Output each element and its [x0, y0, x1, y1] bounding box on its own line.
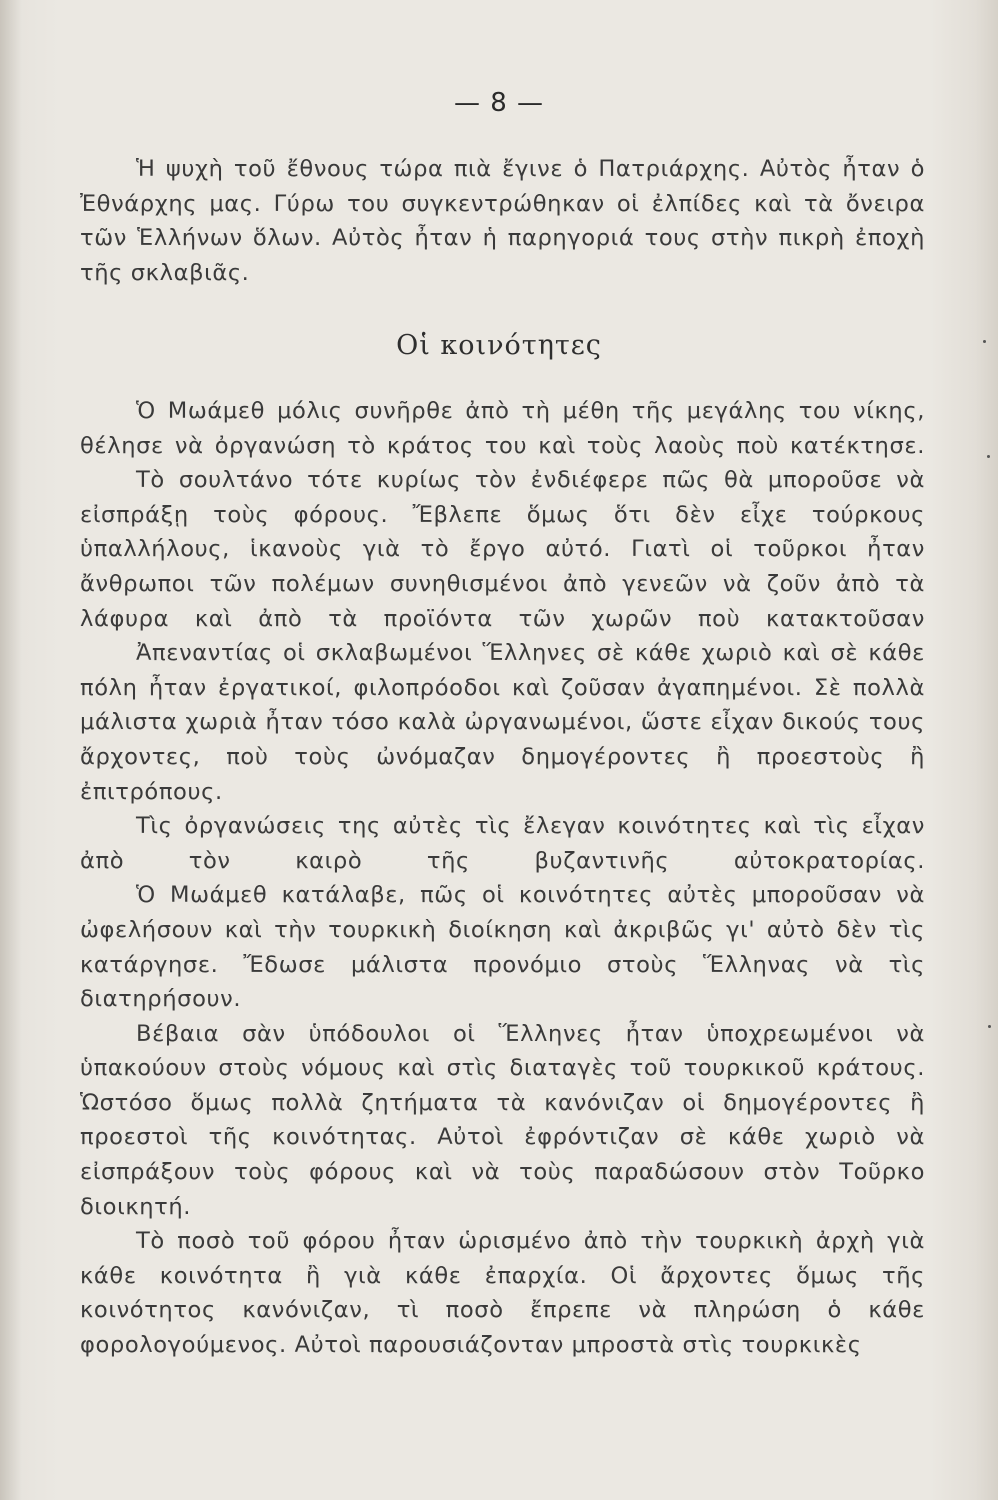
- paragraph-2: Τὸ σουλτάνο τότε κυρίως τὸν ἐνδιέφερε πῶς θὰ μποροῦσε νὰ εἰσπράξῃ τοὺς φόρους. Ἔβλεπε ὅμως ὅτι δὲν εἶχε τούρκους ὑπαλλήλους, ἱκανοὺς γιὰ τὸ ἔργο αὐτό. Γιατὶ οἱ τοῦρκοι ἦταν ἄνθρωποι τῶν πολέμων συνηθισμένοι ἀπὸ γενεῶν νὰ ζοῦν ἀπὸ τὰ λάφυρα καὶ ἀπὸ τὰ προϊόντα τῶν χωρῶν ποὺ κατακτοῦσαν: [80, 467, 925, 632]
- paper-speck: [983, 340, 986, 343]
- paragraph-4: Τὶς ὀργανώσεις της αὐτὲς τὶς ἔλεγαν κοινότητες καὶ τὶς εἶχαν ἀπὸ τὸν καιρὸ τῆς βυζαντινῆς αὐτοκρατορίας.: [80, 813, 925, 874]
- intro-paragraph-block: [80, 152, 925, 290]
- paper-speck: [988, 1025, 991, 1028]
- paragraph-3: Ἀπεναντίας οἱ σκλαβωμένοι Ἕλληνες σὲ κάθε χωριὸ καὶ σὲ κάθε πόλη ἦταν ἐργατικοί, φιλοπρόοδοι καὶ ζοῦσαν ἀγαπημένοι. Σὲ πολλὰ μάλιστα χωριὰ ἦταν τόσο καλὰ ὠργανωμένοι, ὥστε εἶχαν δικούς τους ἄρχοντες, ποὺ τοὺς ὠνόμαζαν δημογέροντες ἢ προεστοὺς ἢ ἐπιτρόπους.: [80, 640, 925, 805]
- paragraph-1: Ὁ Μωάμεθ μόλις συνῆρθε ἀπὸ τὴ μέθη τῆς μεγάλης του νίκης, θέλησε νὰ ὀργανώση τὸ κράτος του καὶ τοὺς λαοὺς ποὺ κατέκτησε.: [80, 398, 925, 459]
- paragraph-5: Ὁ Μωάμεθ κατάλαβε, πῶς οἱ κοινότητες αὐτὲς μποροῦσαν νὰ ὠφελήσουν καὶ τὴν τουρκικὴ διοίκηση καὶ ἀκριβῶς γι' αὐτὸ δὲν τὶς κατάργησε. Ἔδωσε μάλιστα προνόμιο στοὺς Ἕλληνας νὰ τὶς διατηρήσουν.: [80, 882, 925, 1013]
- paragraph-6: Βέβαια σὰν ὑπόδουλοι οἱ Ἕλληνες ἦταν ὑποχρεωμένοι νὰ ὑπακούουν στοὺς νόμους καὶ στὶς διαταγὲς τοῦ τουρκικοῦ κράτους. Ὡστόσο ὅμως πολλὰ ζητήματα τὰ κανόνιζαν οἱ δημογέροντες ἢ προεστοὶ τῆς κοινότητας. Αὐτοὶ ἐφρόντιζαν σὲ κάθε χωριὸ νὰ εἰσπράξουν τοὺς φόρους καὶ νὰ τοὺς παραδώσουν στὸν Τοῦρκο διοικητή.: [80, 1020, 925, 1220]
- paper-speck: [987, 455, 990, 458]
- intro-paragraph: Ἡ ψυχὴ τοῦ ἔθνους τώρα πιὰ ἔγινε ὁ Πατριάρχης. Αὐτὸς ἦταν ὁ Ἐθνάρχης μας. Γύρω του συγκεντρώθηκαν οἱ ἐλπίδες καὶ τὰ ὄνειρα τῶν Ἑλλήνων ὅλων. Αὐτὸς ἦταν ἡ παρηγοριά τους στὴν πικρὴ ἐποχὴ τῆς σκλαβιᾶς.: [80, 156, 925, 286]
- section-body: [80, 394, 925, 1363]
- paragraph-7: Τὸ ποσὸ τοῦ φόρου ἦταν ὡρισμένο ἀπὸ τὴν τουρκικὴ ἀρχὴ γιὰ κάθε κοινότητα ἢ γιὰ κάθε ἐπαρχία. Οἱ ἄρχοντες ὅμως τῆς κοινότητος κανόνιζαν, τὶ ποσὸ ἔπρεπε νὰ πληρώση ὁ κάθε φορολογούμενος. Αὐτοὶ παρουσιάζονταν μπροστὰ στὶς τουρκικὲς: [80, 1228, 925, 1359]
- page-number: — 8 —: [453, 88, 545, 118]
- section-title: Οἱ κοινότητες: [396, 330, 602, 361]
